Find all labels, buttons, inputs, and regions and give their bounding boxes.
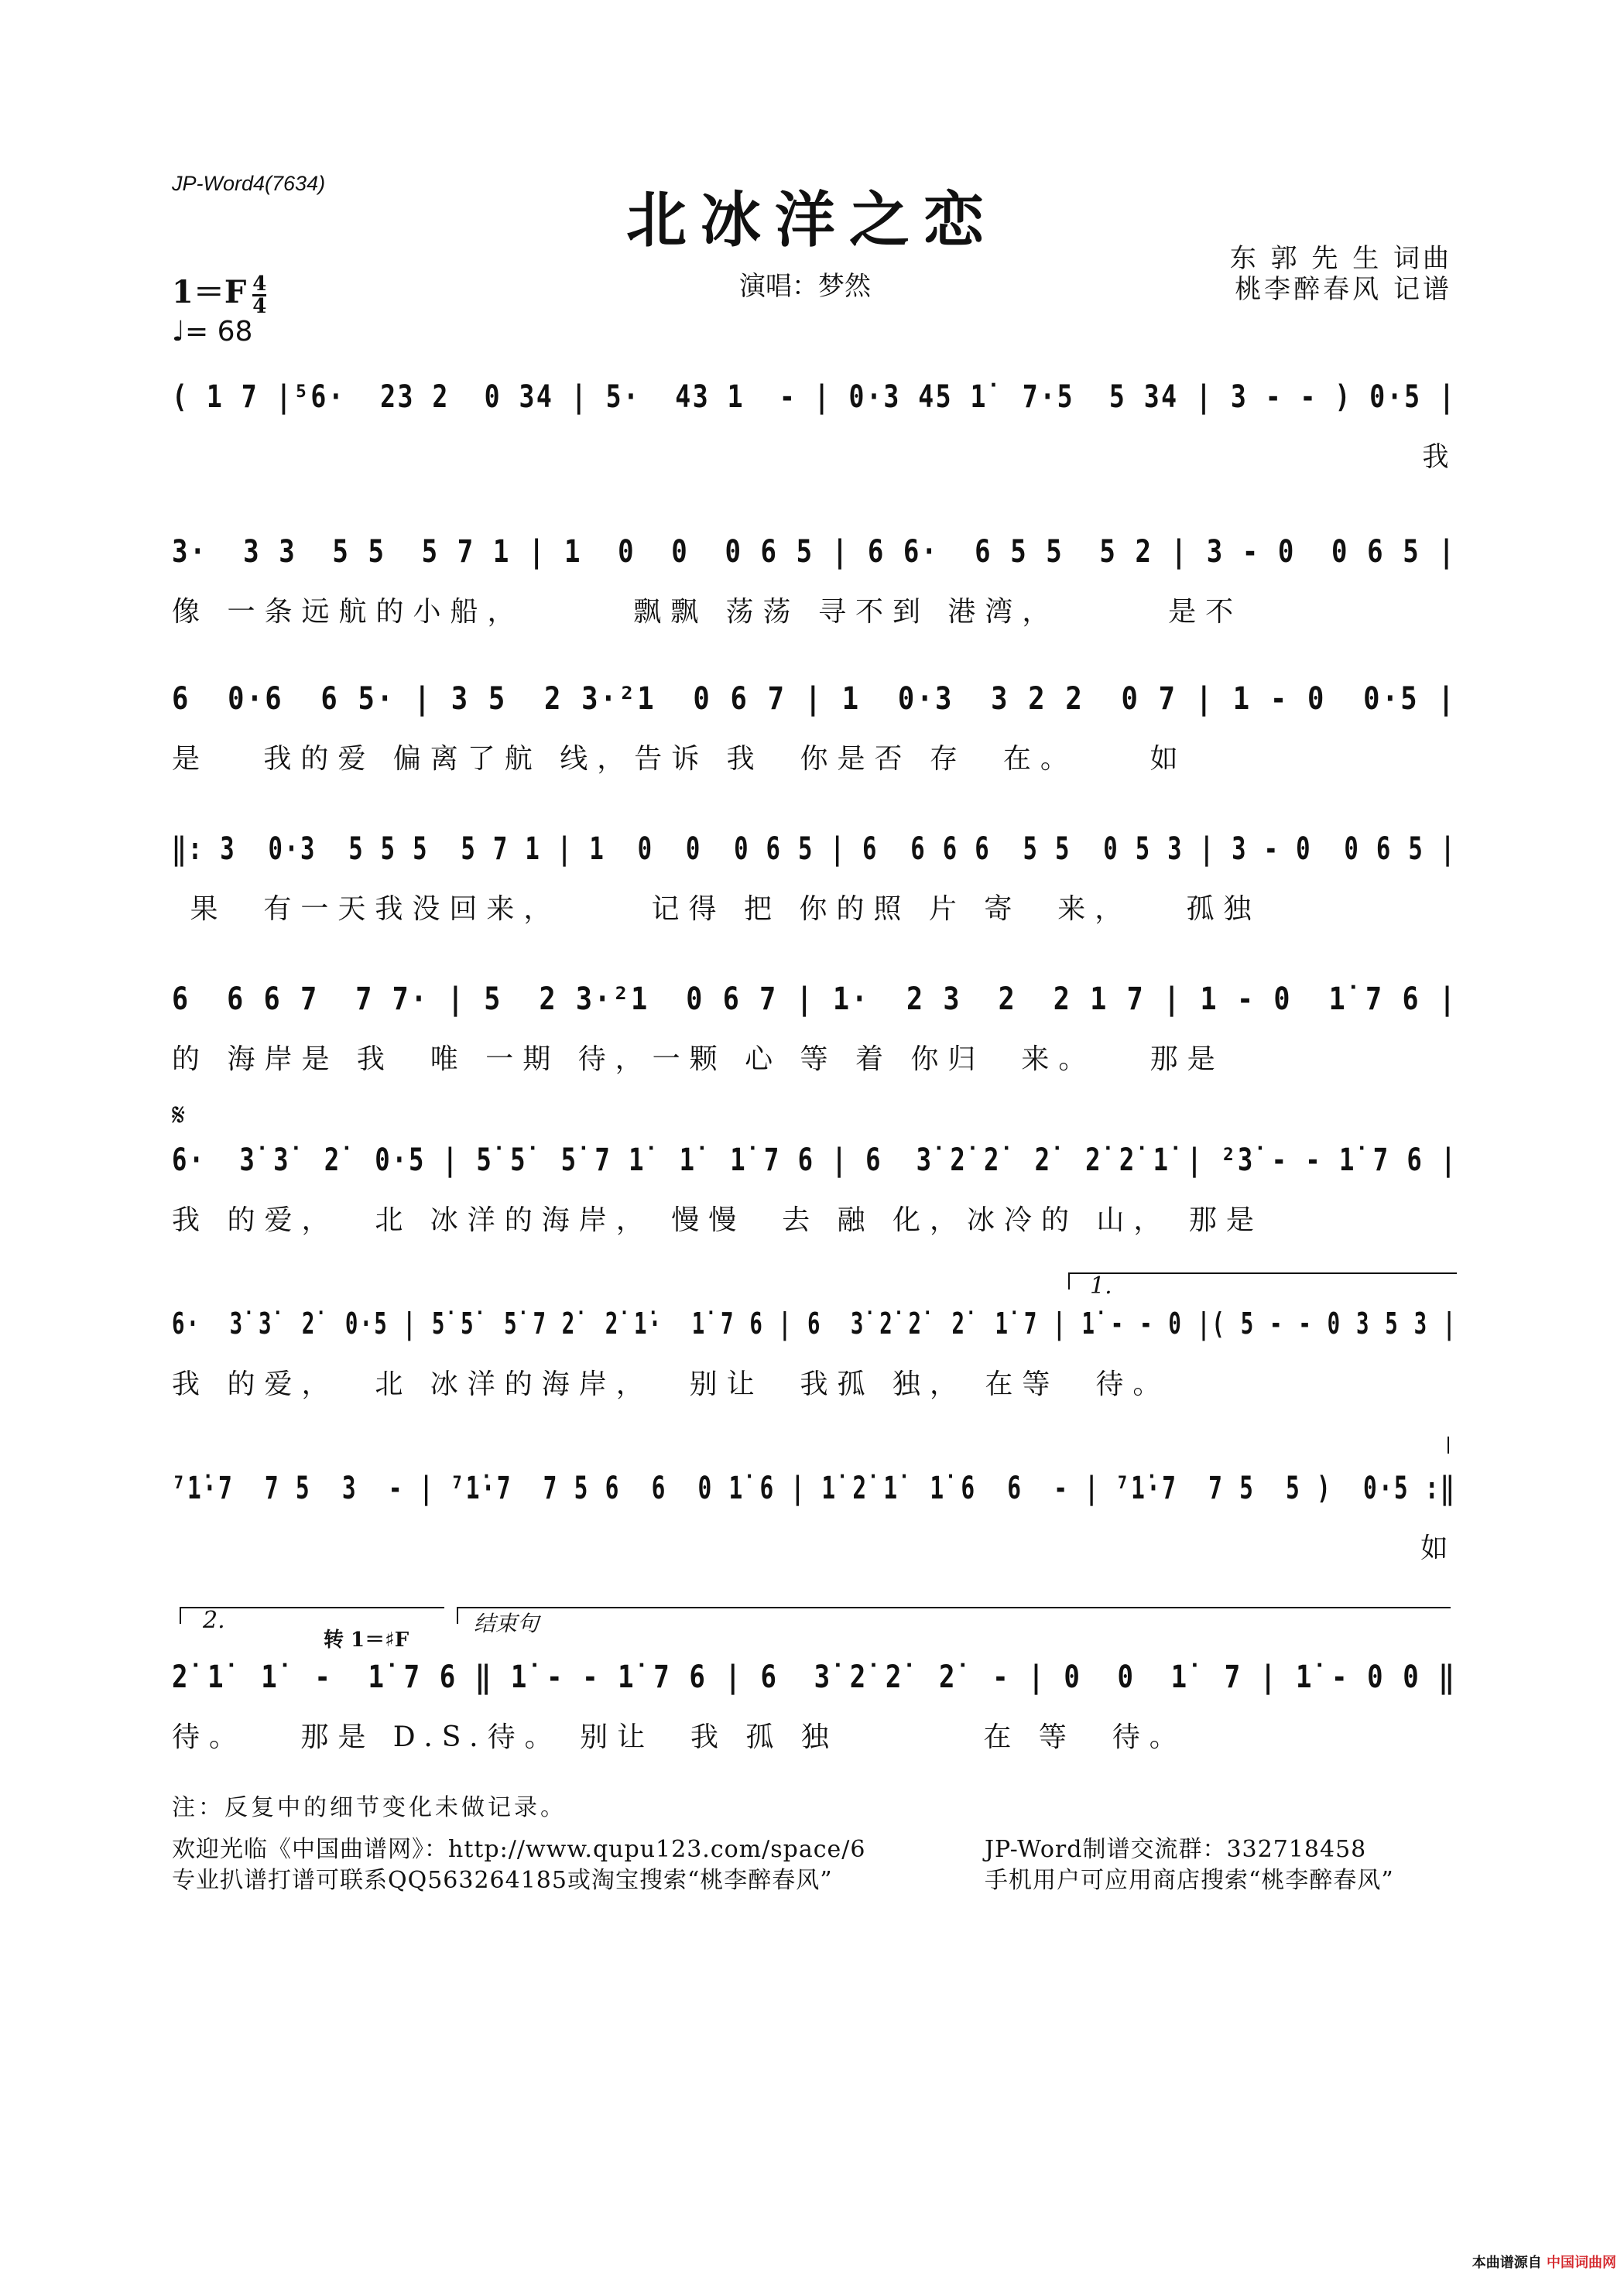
notes: 2̇ 1̇ 1̇ - 1̇ 7 6 ‖ 1̇ - - 1̇ 7 6 | 6 3̇ 2̇ 2̇ 2̇ - | 0 0 1̇ 7 | 1̇ - 0 0 ‖	[172, 1659, 1457, 1695]
source-prefix: 本曲谱源自	[1472, 2255, 1542, 2271]
notes: ‖: 3 0·3 5 5 5 5 7 1 | 1 0 0 0 6 5 | 6 6 6 6 5 5 0 5 3 | 3 - 0 0 6 5 |	[172, 831, 1457, 867]
time-signature	[252, 274, 266, 317]
notes: ⁷1̇·7 7 5 3 - | ⁷1̇·7 7 5 6 6 0 1̇ 6 | 1̇ 2̇ 1̇ 1̇ 6 6 - | ⁷1̇·7 7 5 5 ) 0·5 :‖	[172, 1471, 1456, 1506]
tempo-marking: ♩= 68	[172, 316, 253, 348]
ending-bracket	[457, 1607, 1451, 1624]
singer: 演唱：梦然	[739, 271, 871, 302]
footer-mobile: 手机用户可应用商店搜索“桃李醉春风”	[985, 1867, 1394, 1894]
footnote: 注：反复中的细节变化未做记录。	[172, 1794, 567, 1821]
lyrics: 如	[172, 1533, 1458, 1564]
footer-contact: 专业扒谱打谱可联系QQ563264185或淘宝搜索“桃李醉春风”	[172, 1867, 833, 1894]
segno-sign: 𝄋	[172, 1098, 186, 1133]
lyrics: 我 的爱， 北 冰洋的海岸， 别让 我孤 独， 在等 待。	[172, 1368, 1170, 1400]
page-title: 北冰洋之恋	[625, 185, 998, 255]
volta-1-bracket-end	[1448, 1437, 1452, 1454]
composer-credit: 东 郭 先 生 词曲	[1229, 243, 1452, 274]
lyrics: 像 一条远航的小船， 飘飘 荡荡 寻不到 港湾， 是不	[172, 596, 1243, 628]
lyrics: 待。 那是 D.S.待。 别让 我 孤 独 在 等 待。	[172, 1721, 1187, 1753]
source-site-link[interactable]: 中国词曲网	[1547, 2255, 1616, 2271]
time-bottom: 4	[252, 294, 267, 318]
volta-2-label: 2.	[203, 1607, 225, 1634]
lyrics: 果 有一天我没回来， 记得 把 你的照 片 寄 来， 孤独	[172, 893, 1261, 925]
software-label: JP-Word4(7634)	[172, 172, 326, 195]
ending-label: 结束句	[474, 1611, 540, 1636]
lyrics: 是 我的爱 偏离了航 线，告诉 我 你是否 存 在。 如	[172, 743, 1187, 775]
lyrics: 我	[172, 441, 1458, 473]
lyrics: 的 海岸是 我 唯 一期 待，一颗 心 等 着 你归 来。 那是	[172, 1043, 1225, 1075]
footer-group: JP-Word制谱交流群：332718458	[985, 1836, 1367, 1863]
transcriber-credit: 桃李醉春风 记谱	[1235, 274, 1452, 305]
source-credit	[1472, 2252, 1616, 2272]
key-signature	[172, 268, 266, 317]
key-label: 1＝F	[172, 274, 247, 310]
notes: 6· 3̇ 3̇ 2̇ 0·5 | 5̇ 5̇ 5̇ 7 1̇ 1̇ 1̇ 7 6 | 6 3̇ 2̇ 2̇ 2̇ 2̇ 2̇ 1̇ | ²3̇ - - 1̇ 7 6 |	[172, 1142, 1458, 1178]
volta-1-bracket	[1068, 1272, 1457, 1289]
notes: 6 0·6 6 5· | 3 5 2 3·²1 0 6 7 | 1 0·3 3 2 2 0 7 | 1 - 0 0·5 |	[172, 681, 1457, 717]
time-top: 4	[252, 272, 267, 296]
notes: 6 6 6 7 7 7· | 5 2 3·²1 0 6 7 | 1· 2 3 2 2 1 7 | 1 - 0 1̇ 7 6 |	[172, 981, 1458, 1017]
modulation-label: 转 1＝♯F	[324, 1629, 409, 1652]
notes: 6· 3̇ 3̇ 2̇ 0·5 | 5̇ 5̇ 5̇ 7 2̇ 2̇ 1̇· 1̇ 7 6 | 6 3̇ 2̇ 2̇ 2̇ 1̇ 7 | 1̇ - - 0 |( 5 - - 0 3 5 3 |	[172, 1307, 1458, 1341]
lyrics: 我 的爱， 北 冰洋的海岸， 慢慢 去 融 化，冰冷的 山， 那是	[172, 1204, 1263, 1236]
notes: ( 1 7 |⁵6· 23 2 0 34 | 5· 43 1 - | 0·3 45 1̇ 7·5 5 34 | 3 - - ) 0·5 |	[172, 379, 1457, 415]
volta-1-label: 1.	[1090, 1272, 1112, 1300]
footer-website: 欢迎光临《中国曲谱网》：http://www.qupu123.com/space/6	[172, 1836, 866, 1863]
notes: 3· 3 3 5 5 5 7 1 | 1 0 0 0 6 5 | 6 6· 6 5 5 5 2 | 3 - 0 0 6 5 |	[172, 534, 1457, 570]
